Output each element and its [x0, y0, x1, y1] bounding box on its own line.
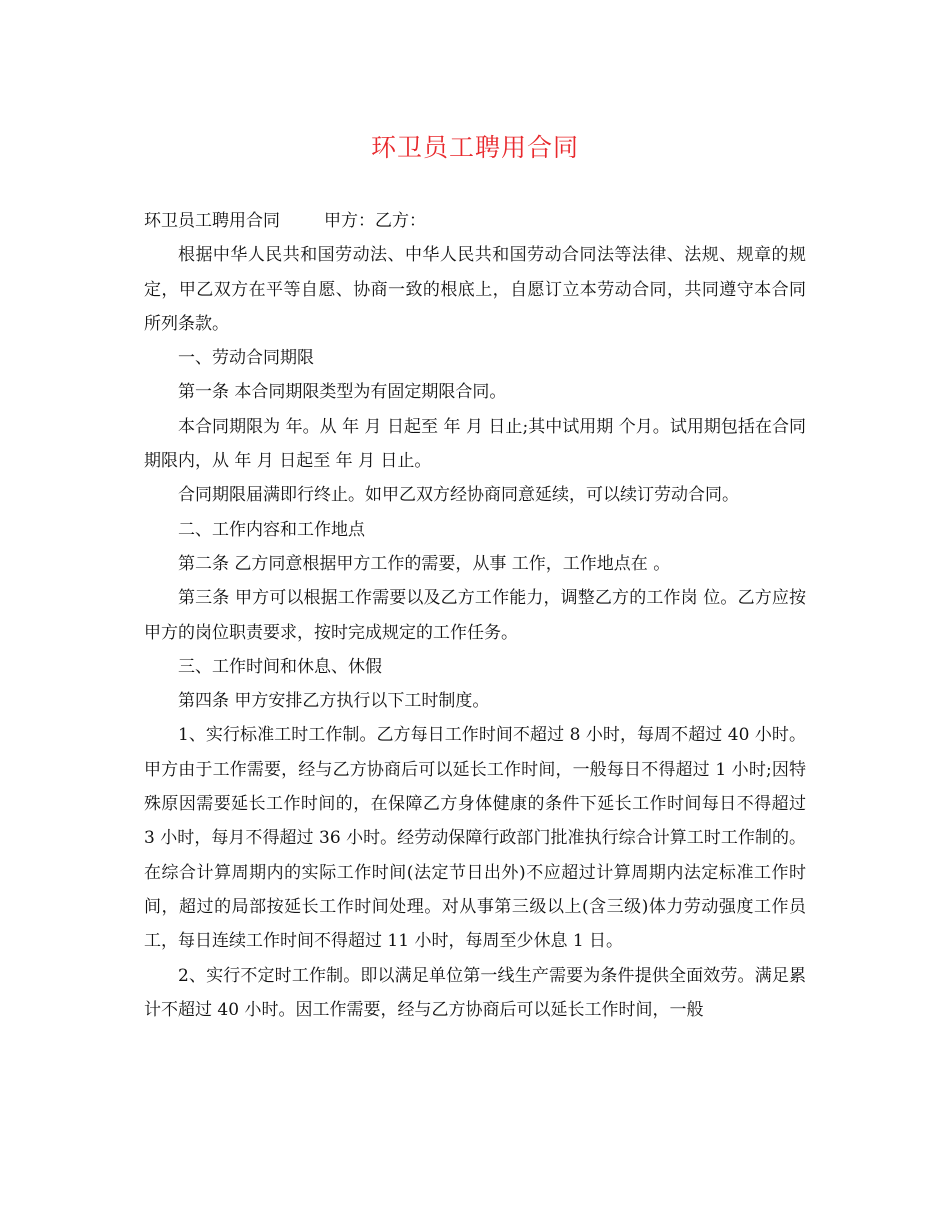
paragraph-flexible-hours: 2、实行不定时工作制。即以满足单位第一线生产需要为条件提供全面效劳。满足累计不超过 40 小时。因工作需要，经与乙方协商后可以延长工作时间，一般 [144, 965, 806, 1020]
article-3: 第三条 甲方可以根据工作需要以及乙方工作能力，调整乙方的工作岗 位。乙方应按甲方的岗位职责要求，按时完成规定的工作任务。 [144, 588, 806, 643]
article-2: 第二条 乙方同意根据甲方工作的需要，从事 工作，工作地点在 。 [178, 553, 671, 574]
article-1: 第一条 本合同期限类型为有固定期限合同。 [178, 382, 507, 403]
paragraph-standard-hours: 1、实行标准工时工作制。乙方每日工作时间不超过 8 小时，每周不超过 40 小时。甲方由于工作需要，经与乙方协商后可以延长工作时间，一般每日不得超过 1 小时;因特殊原因需要延长工作时间的，在保障乙方身体健康的条件下延长工作时间每日不得超过 3 小时，每月不得超过 36 小时。经劳动保障行政部门批准执行综合计算工时工作制的。在综合计算周期内的实际工作时间(法定节日出外)不应超过计算周期内法定标准工作时间，超过的局部按延长工作时间处理。对从事第三级以上(含三级)体力劳动强度工作员工，每日连续工作时间不得超过 11 小时，每周至少休息 1 日。 [144, 725, 806, 952]
document-title: 环卫员工聘用合同 [370, 133, 579, 162]
header-parties: 甲方：乙方： [324, 211, 426, 231]
section-heading-hours: 三、工作时间和休息、休假 [178, 656, 382, 677]
document-body [144, 204, 806, 1027]
header-line [144, 204, 806, 238]
article-4: 第四条 甲方安排乙方执行以下工时制度。 [178, 691, 490, 712]
paragraph-preamble: 根据中华人民共和国劳动法、中华人民共和国劳动合同法等法律、法规、规章的规定，甲乙双方在平等自愿、协商一致的根底上，自愿订立本劳动合同，共同遵守本合同所列条款。 [144, 245, 806, 334]
section-heading-term: 一、劳动合同期限 [178, 348, 314, 369]
paragraph-term-expiry: 合同期限届满即行终止。如甲乙双方经协商同意延续，可以续订劳动合同。 [178, 485, 739, 506]
paragraph-term-period: 本合同期限为 年。从 年 月 日起至 年 月 日止;其中试用期 个月。试用期包括在合同期限内，从 年 月 日起至 年 月 日止。 [144, 416, 806, 472]
section-heading-work: 二、工作内容和工作地点 [178, 519, 365, 540]
header-contract-name: 环卫员工聘用合同 [144, 211, 280, 231]
